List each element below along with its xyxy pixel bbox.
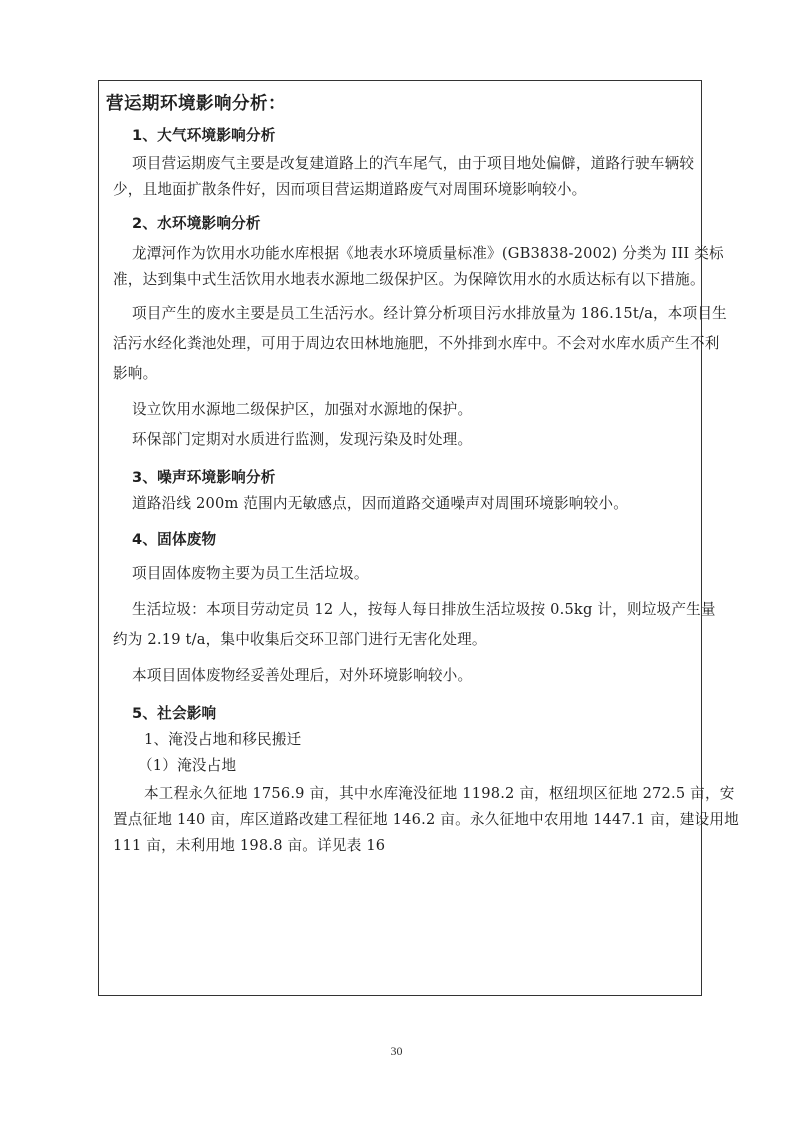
section-heading-water: 2、水环境影响分析	[132, 215, 261, 232]
paragraph-line: 准，达到集中式生活饮用水地表水源地二级保护区。为保障饮用水的水质达标有以下措施。	[113, 271, 705, 288]
paragraph-line: 道路沿线 200m 范围内无敏感点，因而道路交通噪声对周围环境影响较小。	[132, 495, 628, 512]
paragraph-line: 约为 2.19 t/a，集中收集后交环卫部门进行无害化处理。	[113, 631, 487, 648]
section-heading-solid-waste: 4、固体废物	[132, 531, 217, 548]
paragraph-line: 置点征地 140 亩，库区道路改建工程征地 146.2 亩。永久征地中农用地 1447.1 亩，建设用地	[113, 811, 739, 828]
paragraph-line: 项目产生的废水主要是员工生活污水。经计算分析项目污水排放量为 186.15t/a，本项目生	[132, 305, 727, 322]
page-number: 30	[390, 1044, 403, 1058]
paragraph-line: 活污水经化粪池处理，可用于周边农田林地施肥，不外排到水库中。不会对水库水质产生不利	[113, 335, 720, 352]
paragraph-line: 生活垃圾：本项目劳动定员 12 人，按每人每日排放生活垃圾按 0.5kg 计，则垃圾产生量	[132, 601, 716, 618]
paragraph-line: 环保部门定期对水质进行监测，发现污染及时处理。	[132, 431, 473, 448]
paragraph-line: 设立饮用水源地二级保护区，加强对水源地的保护。	[132, 401, 473, 418]
section-heading-noise: 3、噪声环境影响分析	[132, 469, 276, 486]
paragraph-line: 少，且地面扩散条件好，因而项目营运期道路废气对周围环境影响较小。	[113, 181, 587, 198]
section-heading-air: 1、大气环境影响分析	[132, 127, 276, 144]
paragraph-line: 本工程永久征地 1756.9 亩，其中水库淹没征地 1198.2 亩，枢纽坝区征地 272.5 亩，安	[144, 785, 735, 802]
paragraph-line: 111 亩，未利用地 198.8 亩。详见表 16	[113, 837, 386, 854]
paragraph-line: 项目营运期废气主要是改复建道路上的汽车尾气，由于项目地处偏僻，道路行驶车辆较	[132, 155, 695, 172]
section-heading-social: 5、社会影响	[132, 705, 217, 722]
paragraph-line: 影响。	[113, 365, 158, 382]
subheading: （1）淹没占地	[138, 757, 237, 774]
paragraph-line: 项目固体废物主要为员工生活垃圾。	[132, 565, 369, 582]
paragraph-line: 龙潭河作为饮用水功能水库根据《地表水环境质量标准》(GB3838-2002) 分类为 III 类标	[132, 245, 724, 262]
subheading: 1、淹没占地和移民搬迁	[144, 731, 302, 748]
page-title: 营运期环境影响分析：	[106, 94, 286, 114]
paragraph-line: 本项目固体废物经妥善处理后，对外环境影响较小。	[132, 667, 473, 684]
